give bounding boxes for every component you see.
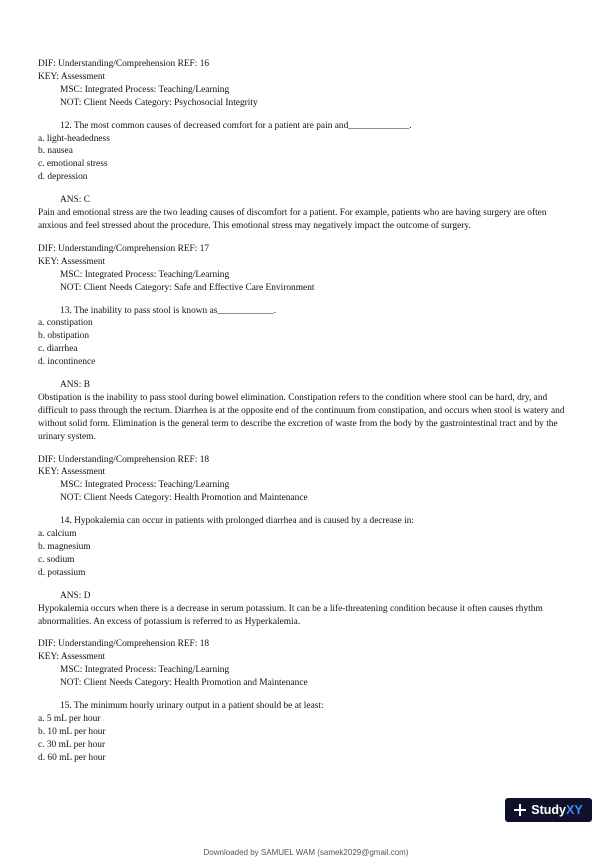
answer: ANS: C — [60, 195, 90, 206]
rationale: Hypokalemia occurs when there is a decrease in serum potassium. It can be a life-threatening condition because it often causes rhythm abnormalities. An excess of potassium is referred to as Hyperkalemia. — [38, 603, 543, 627]
meta-dif: DIF: Understanding/Comprehension REF: 18 — [38, 639, 210, 650]
studyxy-badge[interactable] — [505, 798, 592, 822]
question-text: 14. Hypokalemia can occur in patients with prolonged diarrhea and is caused by a decrease in: — [60, 516, 415, 527]
meta-key: KEY: Assessment — [38, 467, 106, 478]
option: c. emotional stress — [38, 159, 108, 170]
option: d. 60 mL per hour — [38, 752, 106, 763]
meta-msc: MSC: Integrated Process: Teaching/Learning — [60, 480, 230, 491]
answer: ANS: B — [60, 380, 90, 391]
meta-dif: DIF: Understanding/Comprehension REF: 18 — [38, 454, 210, 465]
meta-not: NOT: Client Needs Category: Safe and Effective Care Environment — [60, 282, 315, 293]
option: d. incontinence — [38, 357, 96, 368]
meta-key: KEY: Assessment — [38, 256, 106, 267]
meta-msc: MSC: Integrated Process: Teaching/Learning — [60, 84, 230, 95]
plus-icon — [514, 804, 526, 816]
option: b. nausea — [38, 146, 73, 157]
option: c. 30 mL per hour — [38, 739, 106, 750]
question-text: 12. The most common causes of decreased comfort for a patient are pain and_____________. — [60, 120, 412, 131]
document-content — [38, 58, 578, 765]
question-text: 15. The minimum hourly urinary output in a patient should be at least: — [60, 701, 324, 712]
download-footer: Downloaded by SAMUEL WAM (samek2029@gmail.com) — [203, 848, 409, 857]
option: b. obstipation — [38, 331, 90, 342]
option: c. diarrhea — [38, 344, 78, 355]
meta-msc: MSC: Integrated Process: Teaching/Learning — [60, 269, 230, 280]
option: b. magnesium — [38, 542, 91, 552]
question-text: 13. The inability to pass stool is known as____________. — [60, 305, 276, 316]
badge-brand: StudyXY — [531, 803, 583, 817]
meta-not: NOT: Client Needs Category: Health Promotion and Maintenance — [60, 493, 308, 504]
meta-block — [38, 58, 578, 110]
badge-brand-accent: XY — [566, 803, 583, 817]
meta-msc: MSC: Integrated Process: Teaching/Learning — [60, 665, 230, 676]
option: d. potassium — [38, 567, 86, 578]
meta-dif: DIF: Understanding/Comprehension REF: 17 — [38, 243, 210, 254]
rationale: Pain and emotional stress are the two leading causes of discomfort for a patient. For example, patients who are having surgery are often anxious and feel stressed about the procedure. This emotional stress may negatively impact the outcome of surgery. — [38, 208, 547, 231]
meta-key: KEY: Assessment — [38, 652, 106, 663]
option: a. 5 mL per hour — [38, 713, 101, 724]
option: a. constipation — [38, 318, 93, 329]
question-block — [38, 120, 578, 295]
option: a. light-headedness — [38, 133, 110, 144]
rationale: Obstipation is the inability to pass stool during bowel elimination. Constipation refers to the condition where stool can be hard, dry, and difficult to pass through the rectum. Diarrhea is at the opposite end of the continuum from constipation, and occurs when stool is watery and without solid form. Elimination is the general term to describe the excretion of waste from the body by the gastrointestinal tract and by the urinary system. — [38, 392, 565, 442]
meta-not: NOT: Client Needs Category: Health Promotion and Maintenance — [60, 678, 308, 689]
question-block — [38, 700, 578, 765]
meta-dif: DIF: Understanding/Comprehension REF: 16 — [38, 59, 210, 69]
option: a. calcium — [38, 529, 77, 540]
option: c. sodium — [38, 554, 75, 565]
meta-key: KEY: Assessment — [38, 71, 106, 82]
option: b. 10 mL per hour — [38, 726, 106, 737]
meta-not: NOT: Client Needs Category: Psychosocial Integrity — [60, 97, 258, 108]
option: d. depression — [38, 172, 88, 183]
question-block — [38, 305, 578, 506]
question-block — [38, 515, 578, 690]
answer: ANS: D — [60, 590, 91, 601]
